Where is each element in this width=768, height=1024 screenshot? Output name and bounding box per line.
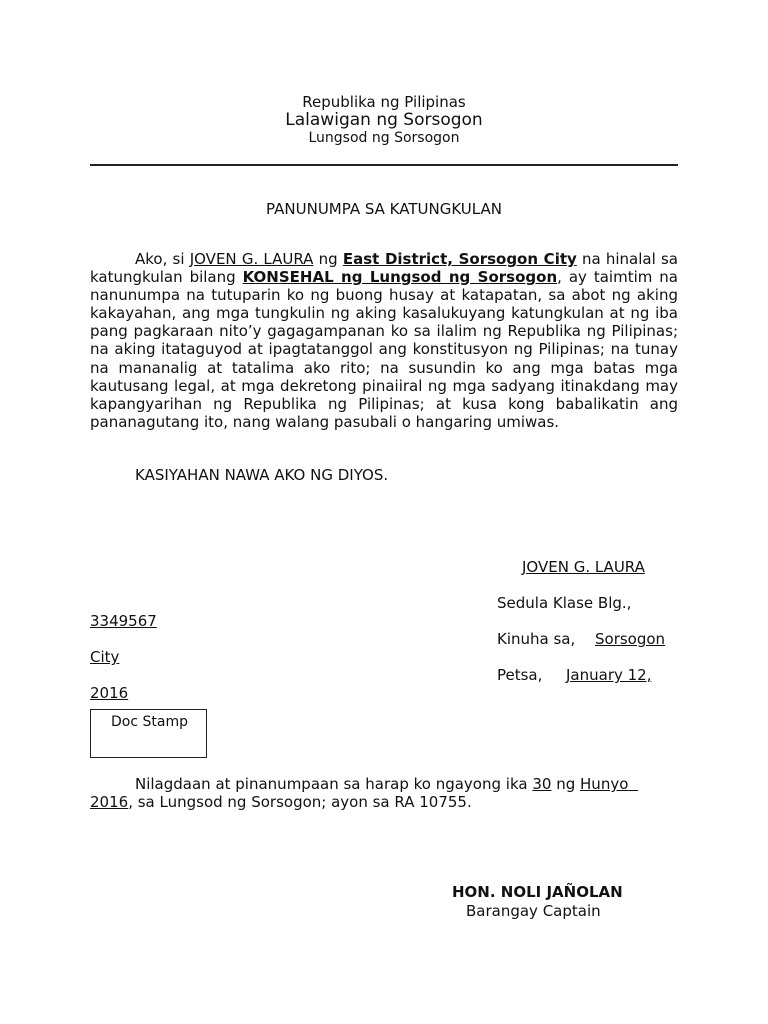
cedula-label: Sedula Klase Blg., — [497, 594, 632, 612]
doc-stamp-box — [90, 709, 207, 758]
officer-name: HON. NOLI JAÑOLAN — [452, 883, 623, 901]
oath-position: KONSEHAL ng Lungsod ng Sorsogon — [242, 268, 558, 287]
oath-intro: Ako, si — [135, 250, 185, 268]
sworn-statement — [90, 775, 678, 811]
header-province: Lalawigan ng Sorsogon — [285, 110, 483, 130]
closing-text: KASIYAHAN NAWA AKO NG DIYOS. — [135, 466, 389, 484]
date-label: Petsa, — [497, 666, 543, 684]
issued-at-city: City — [90, 648, 120, 666]
closing-line — [90, 466, 678, 484]
sworn-day: 30 — [532, 775, 552, 793]
officer-title: Barangay Captain — [466, 902, 601, 920]
oath-elected: na hinalal sa katungkulan bilang — [90, 250, 678, 287]
date-value: January 12, — [566, 666, 652, 684]
date-year: 2016 — [90, 684, 129, 702]
header-republic: Republika ng Pilipinas — [302, 93, 466, 111]
oath-paragraph — [90, 250, 678, 431]
issued-at-value: Sorsogon — [595, 630, 666, 648]
header-city: Lungsod ng Sorsogon — [308, 130, 460, 146]
cedula-number: 3349567 — [90, 612, 157, 630]
document-title: PANUNUMPA SA KATUNGKULAN — [266, 200, 502, 218]
oath-ng: ng — [318, 250, 338, 268]
oath-rest: , ay taimtim na nanunumpa na tutuparin ko ng buong husay at katapatan, sa abot ng aking kakayahan, ang mga tungkulin ng aking kasalukuyang katungkulan at ng iba pang pagkaraan nito’y gagagampanan ko sa ilalim ng Republika ng Pilipinas; na aking itataguyod at ipagtatanggol ang konstitusyon ng Pilipinas; na tunay na mananalig at tatalima ako rito; na susundin ko ang mga batas mga kautusang legal, at mga dekretong pinaiiral ng mga sadyang itinakdang may kapangyarihan ng Republika ng Pilipinas; at kusa kong babalikatin ang pananagutang ito, nang walang pasubali o hangaring umiwas. — [90, 268, 678, 431]
sworn-ng: ng — [556, 775, 576, 793]
signatory-name: JOVEN G. LAURA — [522, 558, 645, 576]
issued-at-label: Kinuha sa, — [497, 630, 576, 648]
sworn-month: Hunyo — [580, 775, 629, 793]
sworn-year: 2016 — [90, 793, 129, 811]
sworn-text1: Nilagdaan at pinanumpaan sa harap ko ngayong ika — [135, 775, 528, 793]
sworn-text2: , sa Lungsod ng Sorsogon; ayon sa RA 10755. — [128, 793, 472, 811]
oath-district: East District, Sorsogon City — [342, 250, 577, 268]
oath-name: JOVEN G. LAURA — [189, 250, 314, 268]
header-divider — [90, 164, 678, 166]
doc-stamp-label: Doc Stamp — [111, 714, 188, 730]
